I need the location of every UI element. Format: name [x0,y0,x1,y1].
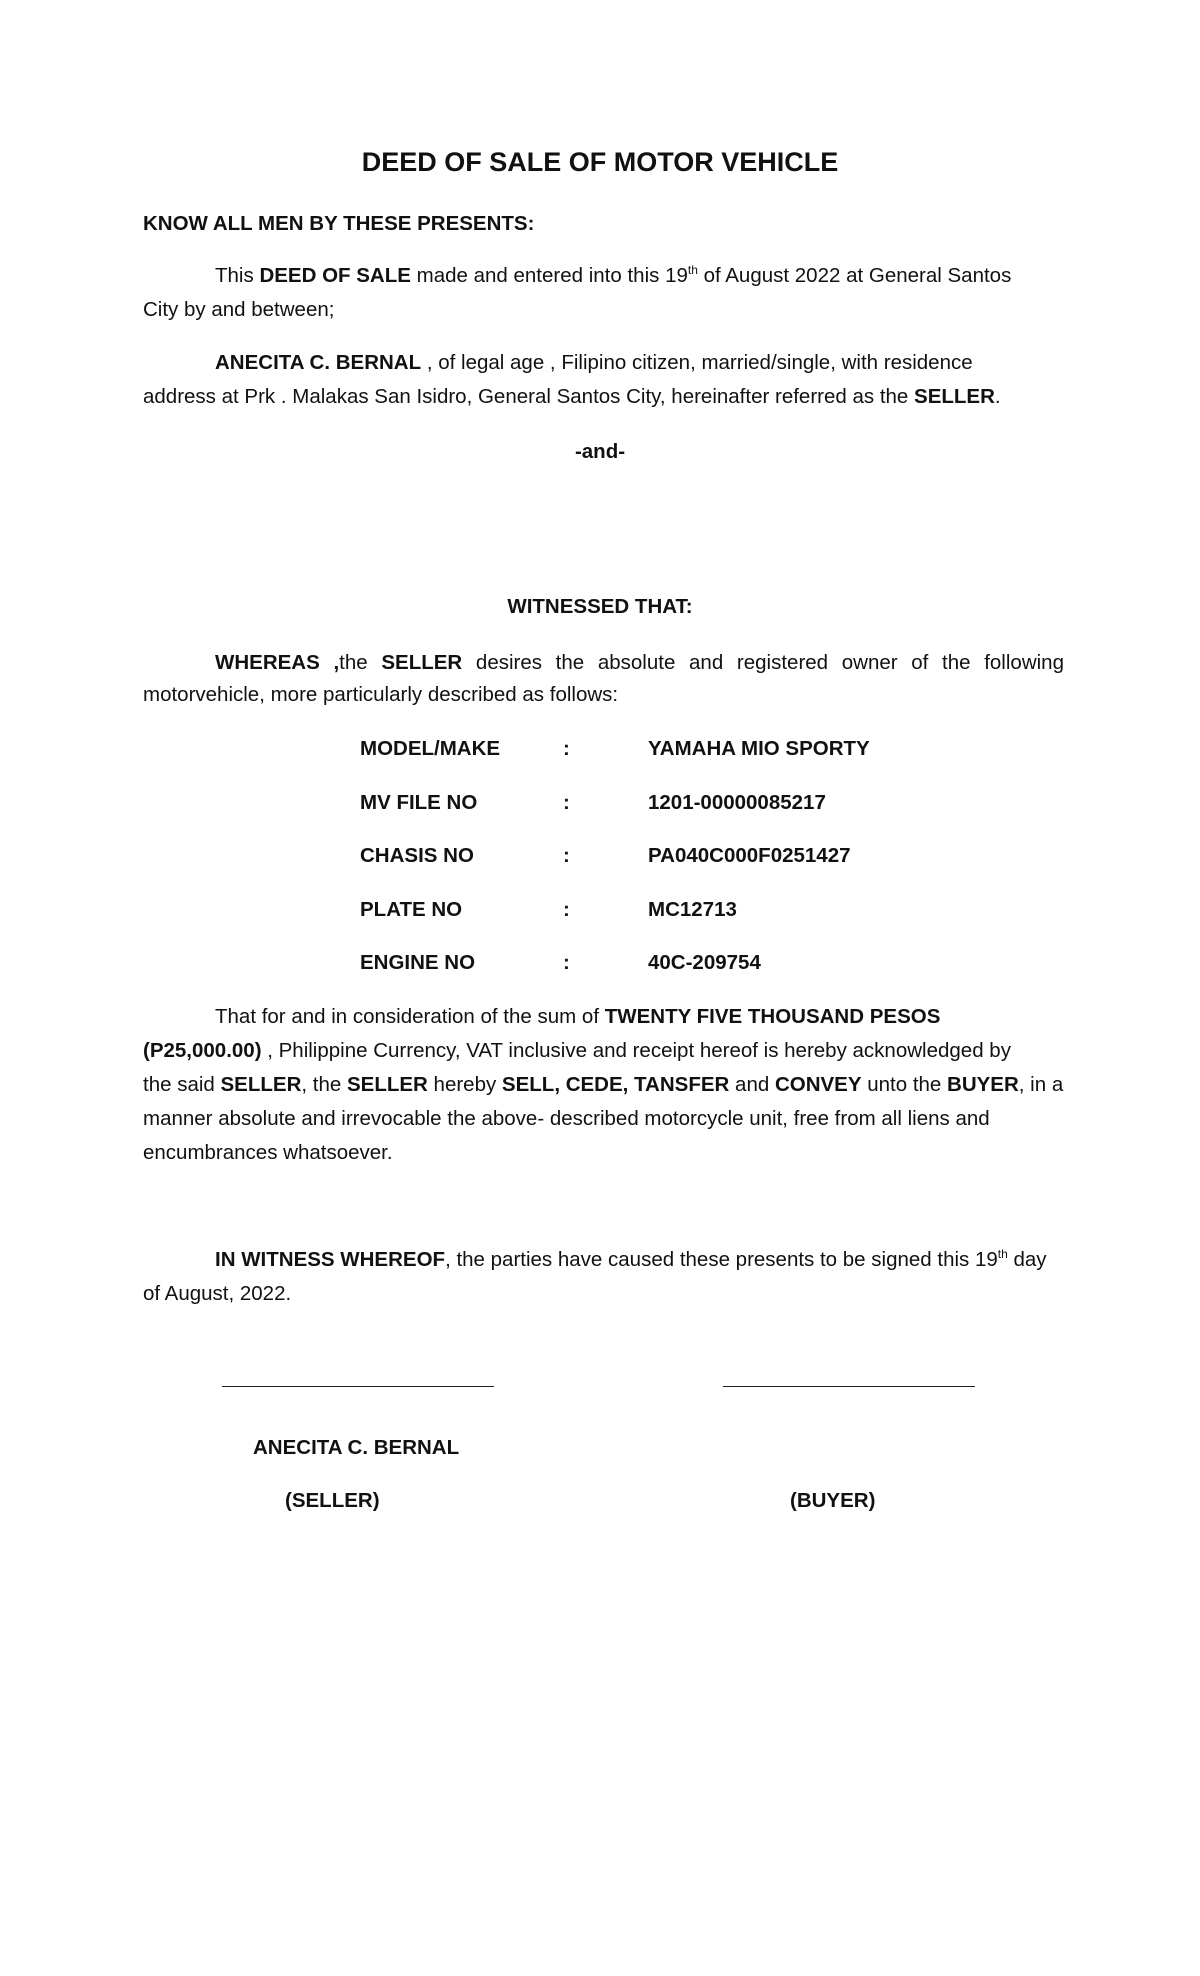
seller-para-text: . [994,385,1001,408]
witness-ordinal: th [997,1247,1008,1262]
witness-whereof-text: , the parties have caused these presents to be signed this 19 [445,1248,998,1271]
vehicle-value: MC12713 [648,898,737,921]
consideration-text: and [729,1073,775,1096]
buyer-signature-line [723,1386,975,1387]
whereas-label: WHEREAS [215,651,320,674]
know-all-heading: KNOW ALL MEN BY THESE PRESENTS: [143,212,535,235]
whereas-comma: , [319,651,340,674]
document-title: DEED OF SALE OF MOTOR VEHICLE [361,147,839,177]
transfer-terms: SELL, CEDE, TANSFER [501,1073,730,1096]
whereas-text: the [339,651,382,674]
intro-text: of August 2022 at General Santos [697,264,1012,287]
vehicle-colon: : [563,898,570,921]
convey-term: CONVEY [774,1073,862,1096]
consideration-text: , in a [1018,1073,1064,1096]
vehicle-colon: : [563,844,570,867]
vehicle-value: YAMAHA MIO SPORTY [648,737,870,760]
seller-para-line-2 [143,385,1001,409]
consideration-line-5: encumbrances whatsoever. [143,1141,393,1164]
seller-label: SELLER [220,1073,302,1096]
consideration-line-4: manner absolute and irrevocable the above- described motorcycle unit, free from all liens and [143,1107,990,1130]
seller-signature-line [222,1386,494,1387]
seller-role-label: (SELLER) [285,1489,380,1512]
intro-line-1 [215,264,1011,288]
intro-line-2: City by and between; [143,298,335,321]
intro-deed-of-sale: DEED OF SALE [259,264,411,287]
seller-name: ANECITA C. BERNAL [215,351,422,374]
consideration-text: unto the [861,1073,948,1096]
whereas-text: desires the absolute and registered owner of the following [462,651,1064,674]
buyer-label: BUYER [947,1073,1019,1096]
consideration-text: , the [301,1073,347,1096]
price-in-words: TWENTY FIVE THOUSAND PESOS [604,1005,941,1028]
buyer-role-label: (BUYER) [790,1489,876,1512]
seller-para-line-1 [215,351,973,375]
vehicle-label: ENGINE NO [360,951,476,974]
vehicle-label: MV FILE NO [360,791,478,814]
vehicle-colon: : [563,737,570,760]
and-separator: -and- [574,440,626,463]
consideration-text: the said [143,1073,221,1096]
seller-label: SELLER [381,651,463,674]
vehicle-value: PA040C000F0251427 [648,844,851,867]
vehicle-label: PLATE NO [360,898,463,921]
whereas-line-1 [143,646,1064,679]
intro-ordinal: th [687,263,698,278]
consideration-text: , Philippine Currency, VAT inclusive and receipt hereof is hereby acknowledged by [261,1039,1011,1062]
consideration-line-2 [143,1039,1011,1063]
seller-para-text: address at Prk . Malakas San Isidro, General Santos City, hereinafter referred as the [143,385,915,408]
seller-label: SELLER [914,385,995,408]
witness-whereof-line-1 [215,1248,1047,1272]
witness-whereof-text: day [1007,1248,1047,1271]
seller-para-text: , of legal age , Filipino citizen, married/single, with residence [421,351,973,374]
consideration-line-1 [215,1005,940,1029]
seller-label: SELLER [346,1073,428,1096]
witness-whereof-line-2: of August, 2022. [143,1282,292,1305]
consideration-line-3 [143,1073,1063,1097]
intro-text: made and entered into this 19 [410,264,688,287]
vehicle-colon: : [563,791,570,814]
consideration-text: That for and in consideration of the sum of [215,1005,605,1028]
intro-text: This [215,264,260,287]
seller-signature-name: ANECITA C. BERNAL [253,1436,460,1459]
whereas-line-2: motorvehicle, more particularly described as follows: [143,683,619,706]
vehicle-value: 40C-209754 [648,951,761,974]
vehicle-label: CHASIS NO [360,844,474,867]
vehicle-label: MODEL/MAKE [360,737,501,760]
vehicle-colon: : [563,951,570,974]
price-amount: (P25,000.00) [143,1039,262,1062]
witness-whereof-label: IN WITNESS WHEREOF [215,1248,446,1271]
vehicle-value: 1201-00000085217 [648,791,826,814]
witnessed-heading: WITNESSED THAT: [507,595,693,618]
consideration-text: hereby [427,1073,502,1096]
